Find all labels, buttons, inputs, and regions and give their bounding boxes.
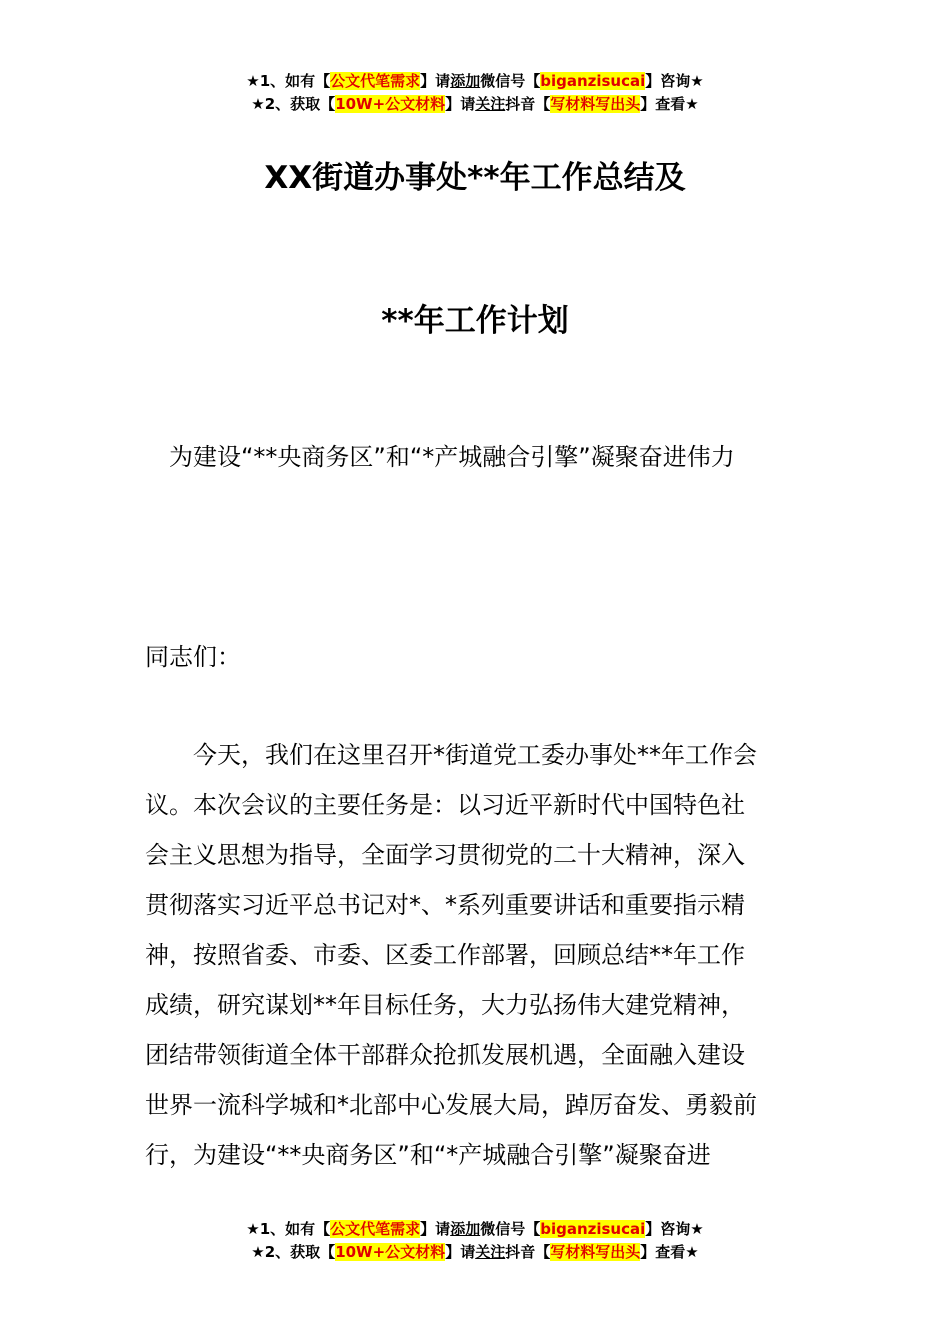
banner-highlight: 10W+公文材料 [335, 1243, 446, 1261]
douyin-account: 写材料写出头 [550, 1243, 641, 1261]
body-paragraph [145, 730, 810, 1180]
document-subtitle: 为建设“**央商务区”和“*产城融合引擎”凝聚奋进伟力 [169, 443, 735, 471]
paragraph-line: 成绩，研究谋划**年目标任务，大力弘扬伟大建党精神， [145, 991, 745, 1019]
document-title-line-1: XX街道办事处**年工作总结及 [264, 160, 686, 196]
paragraph-line: 团结带领街道全体干部群众抢抓发展机遇，全面融入建设 [145, 1041, 745, 1069]
greeting: 同志们： [145, 643, 241, 671]
paragraph-line: 议。本次会议的主要任务是：以习近平新时代中国特色社 [145, 791, 745, 819]
paragraph-line: 神，按照省委、市委、区委工作部署，回顾总结**年工作 [145, 941, 745, 969]
document-title-line-2: **年工作计划 [381, 303, 569, 339]
paragraph-line: 行，为建设“**央商务区”和“*产城融合引擎”凝聚奋进 [145, 1141, 711, 1169]
banner-line-2: ★2、获取【10W+公文材料】请关注抖音【写材料写出头】查看★ [251, 95, 699, 113]
paragraph-line: 会主义思想为指导，全面学习贯彻党的二十大精神，深入 [145, 841, 745, 869]
banner-highlight: 10W+公文材料 [335, 95, 446, 113]
banner-line-1: ★1、如有【公文代笔需求】请添加微信号【biganzisucai】咨询★ [246, 1220, 704, 1238]
wechat-id: biganzisucai [540, 1220, 646, 1238]
douyin-account: 写材料写出头 [550, 95, 641, 113]
paragraph-line: 今天，我们在这里召开*街道党工委办事处**年工作会 [193, 741, 757, 769]
banner-highlight: 公文代笔需求 [330, 72, 421, 90]
banner-line-1: ★1、如有【公文代笔需求】请添加微信号【biganzisucai】咨询★ [246, 72, 704, 90]
paragraph-line: 贯彻落实习近平总书记对*、*系列重要讲话和重要指示精 [145, 891, 745, 919]
banner-highlight: 公文代笔需求 [330, 1220, 421, 1238]
footer-ad-banner [0, 1218, 950, 1264]
banner-line-2: ★2、获取【10W+公文材料】请关注抖音【写材料写出头】查看★ [251, 1243, 699, 1261]
wechat-id: biganzisucai [540, 72, 646, 90]
header-ad-banner [0, 70, 950, 116]
paragraph-line: 世界一流科学城和*北部中心发展大局，踔厉奋发、勇毅前 [145, 1091, 757, 1119]
